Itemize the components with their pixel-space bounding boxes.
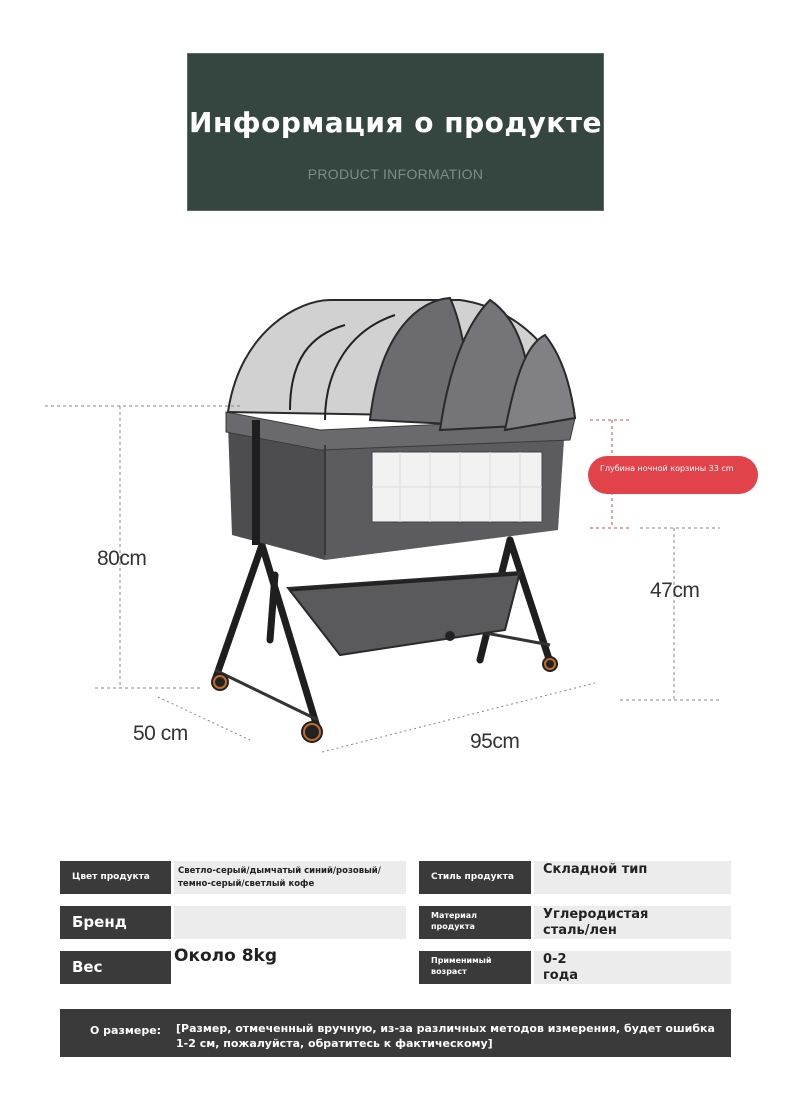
length-label: 95cm bbox=[470, 730, 520, 753]
color-value: Светло-серый/дымчатый синий/розовый/ темно-серый/светлый кофе bbox=[174, 861, 406, 894]
material-value: Углеродистая сталь/лен bbox=[534, 906, 731, 939]
size-note-label: О размере: bbox=[90, 1024, 162, 1037]
weight-label: Вес bbox=[60, 951, 171, 984]
size-note-bar bbox=[60, 1009, 731, 1057]
height-total-label: 80cm bbox=[97, 547, 147, 570]
header-banner bbox=[187, 53, 604, 211]
weight-value: Около 8kg bbox=[174, 946, 278, 966]
material-label: Материал продукта bbox=[419, 906, 531, 939]
page-title: Информация о продукте bbox=[189, 106, 602, 139]
age-value: 0-2 года bbox=[534, 951, 731, 984]
page-subtitle: PRODUCT INFORMATION bbox=[307, 166, 484, 182]
bassinet-drawing bbox=[0, 280, 790, 770]
brand-value bbox=[174, 906, 406, 939]
size-note-text: [Размер, отмеченный вручную, из-за различных методов измерения, будет ошибка 1-2 см, пожалуйста, обратитесь к фактическому] bbox=[176, 1022, 715, 1050]
depth-side-label: 50 cm bbox=[133, 722, 188, 745]
age-label: Применимый возраст bbox=[419, 951, 531, 984]
product-illustration bbox=[0, 280, 790, 770]
style-label: Стиль продукта bbox=[419, 861, 531, 894]
basket-depth-callout: Глубина ночной корзины 33 cm bbox=[588, 456, 758, 494]
brand-label: Бренд bbox=[60, 906, 171, 939]
height-bed-label: 47cm bbox=[650, 579, 700, 602]
style-value: Складной тип bbox=[534, 861, 731, 894]
color-label: Цвет продукта bbox=[60, 861, 171, 894]
